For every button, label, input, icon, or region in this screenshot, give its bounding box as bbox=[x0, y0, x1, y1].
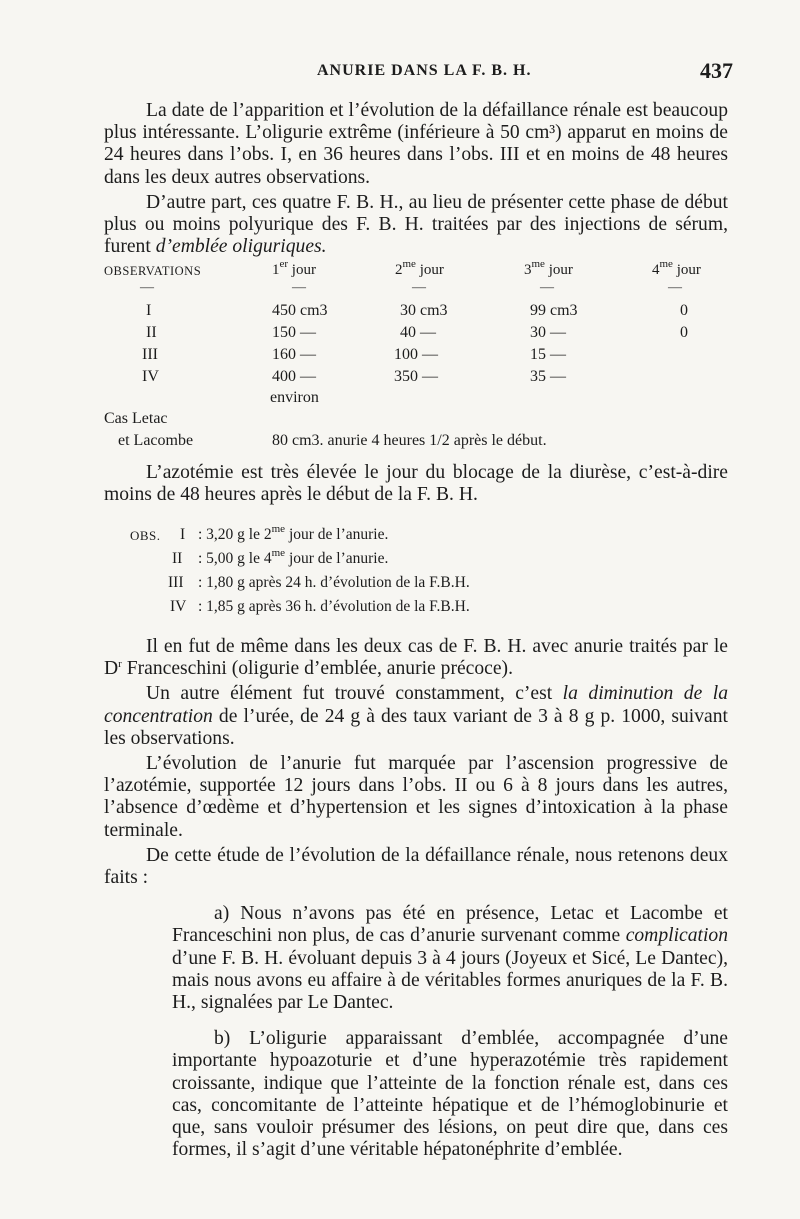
case-label-line2: et Lacombe bbox=[118, 432, 194, 449]
col-header-day3 bbox=[524, 258, 573, 279]
row-day4: 0 bbox=[680, 324, 688, 341]
day4-jour: jour bbox=[676, 262, 701, 278]
day3-jour: jour bbox=[548, 262, 573, 278]
franceschini-before: Il en fut de même dans les deux cas de F. B. H. avec anurie traités par le D bbox=[104, 636, 728, 680]
row-obs: II bbox=[146, 324, 157, 341]
row-day1: 150 — bbox=[272, 324, 316, 341]
paragraph-oliguria-text: D’autre part, ces quatre F. B. H., au lieu de présenter cette phase de début plus ou moins polyurique des F. B. H. traitées par des injections de sérum, furent bbox=[104, 191, 728, 258]
obs-num: IV bbox=[170, 598, 187, 615]
paragraph-franceschini bbox=[104, 636, 728, 680]
obs-num: I bbox=[180, 526, 186, 543]
row-day3: 30 — bbox=[530, 324, 566, 341]
header-dash: — bbox=[540, 280, 554, 295]
paragraph-concentration bbox=[104, 683, 728, 750]
obs-label: OBS. bbox=[130, 528, 161, 543]
day1-jour: jour bbox=[291, 262, 316, 278]
header-dash: — bbox=[668, 280, 682, 295]
day2-num: 2 bbox=[395, 262, 403, 278]
concentration-after: de l’urée, de 24 g à des taux variant de 3 à 8 g p. 1000, suivant les observations. bbox=[104, 705, 728, 749]
running-title: ANURIE DANS LA F. B. H. bbox=[317, 62, 532, 79]
obs-text bbox=[198, 523, 389, 544]
obs-text: : 1,85 g après 36 h. d’évolution de la F.B.H. bbox=[198, 598, 470, 615]
obs-text-sup: me bbox=[271, 547, 286, 559]
row-day1: 160 — bbox=[272, 346, 316, 363]
col-header-observations: OBSERVATIONS bbox=[104, 264, 202, 278]
row-day2: 40 — bbox=[400, 324, 436, 341]
concentration-before: Un autre élément fut trouvé constamment, c’est bbox=[146, 683, 563, 705]
obs-text-main: : 5,00 g le 4 bbox=[198, 550, 272, 567]
obs-num: II bbox=[172, 550, 183, 567]
paragraph-azotemie: L’azotémie est très élevée le jour du blocage de la diurèse, c’est-à-dire moins de 48 heures après le début de la F. B. H. bbox=[104, 462, 728, 506]
row-day2: 350 — bbox=[394, 368, 438, 385]
day1-sup: er bbox=[279, 258, 289, 270]
paragraph-oliguria-italic: d’emblée oliguriques. bbox=[155, 236, 327, 258]
spacer bbox=[104, 889, 728, 903]
row-day1: 450 cm3 bbox=[272, 302, 328, 319]
body-azotemie bbox=[104, 462, 728, 506]
fact-a-after: d’une F. B. H. évoluant depuis 3 à 4 jours (Joyeux et Sicé, Le Dantec), mais nous avons eu affaire à de véritables formes anuriques de la F. B. H., signalées par Le Dantec. bbox=[172, 947, 728, 1014]
obs-text-main: : 3,20 g le 2 bbox=[198, 526, 272, 543]
franceschini-after: Franceschini (oligurie d’emblée, anurie précoce). bbox=[121, 658, 513, 680]
header-dash: — bbox=[140, 280, 154, 295]
obs-text-sup: me bbox=[271, 523, 286, 535]
row-obs: IV bbox=[142, 368, 159, 385]
row-day3: 99 cm3 bbox=[530, 302, 578, 319]
row-day3: 15 — bbox=[530, 346, 566, 363]
day4-num: 4 bbox=[652, 262, 660, 278]
obs-text: : 1,80 g après 24 h. d’évolution de la F.B.H. bbox=[198, 574, 470, 591]
row-day2: 30 cm3 bbox=[400, 302, 448, 319]
diuresis-table bbox=[0, 258, 800, 449]
day3-sup: me bbox=[531, 258, 545, 270]
paragraph-oliguria bbox=[104, 192, 728, 259]
obs-text-rest: jour de l’anurie. bbox=[285, 550, 389, 567]
environ-label: environ bbox=[270, 389, 319, 406]
fact-a-italic: complication bbox=[625, 925, 728, 947]
paragraph-renal-failure: La date de l’apparition et l’évolution de la défaillance rénale est beaucoup plus intéressante. L’oligurie extrême (inférieure à 50 cm³) apparut en moins de 24 heures dans l’obs. I, en 36 heures dans l’obs. III et en moins de 48 heures dans les deux autres observations. bbox=[104, 100, 728, 188]
body-bottom bbox=[104, 636, 728, 1161]
running-header bbox=[0, 58, 800, 92]
col-header-day1 bbox=[272, 258, 316, 279]
paragraph-etude: De cette étude de l’évolution de la défaillance rénale, nous retenons deux faits : bbox=[104, 844, 728, 889]
row-day3: 35 — bbox=[530, 368, 566, 385]
row-day2: 100 — bbox=[394, 346, 438, 363]
header-dash: — bbox=[412, 280, 426, 295]
header-dash: — bbox=[292, 280, 306, 295]
day2-jour: jour bbox=[419, 262, 444, 278]
spacer bbox=[104, 1014, 728, 1028]
row-obs: I bbox=[146, 302, 152, 319]
col-header-day4 bbox=[652, 258, 701, 279]
case-text: 80 cm3. anurie 4 heures 1/2 après le début. bbox=[272, 432, 547, 449]
concentration-italic: la diminution de la concentration bbox=[104, 683, 728, 727]
franceschini-sup: r bbox=[118, 658, 122, 671]
obs-num: III bbox=[168, 574, 184, 591]
page-number: 437 bbox=[700, 58, 733, 83]
day4-sup: me bbox=[659, 258, 673, 270]
col-header-day2 bbox=[395, 258, 444, 279]
day1-num: 1 bbox=[272, 262, 280, 278]
day2-sup: me bbox=[402, 258, 416, 270]
fact-a-before: a) Nous n’avons pas été en présence, Letac et Lacombe et Franceschini non plus, de cas d’anurie survenant comme bbox=[172, 903, 728, 947]
fact-b: b) L’oligurie apparaissant d’emblée, accompagnée d’une importante hypoazoturie et d’une hyperazotémie très rapidement croissante, indique que l’atteinte de la fonction rénale est, dans ces cas, concomitante de l’atteinte hépatique et de l’hémoglobinurie et que, sans vouloir présumer des lésions, on peut dire que, dans ces formes, il s’agit d’une véritable hépatonéphrite d’emblée. bbox=[172, 1028, 728, 1161]
fact-a bbox=[172, 903, 728, 1014]
paragraph-evolution: L’évolution de l’anurie fut marquée par l’ascension progressive de l’azotémie, supportée 12 jours dans l’obs. II ou 6 à 8 jours dans les autres, l’absence d’œdème et d’hypertension et les signes d’intoxication à la phase terminale. bbox=[104, 753, 728, 841]
day3-num: 3 bbox=[524, 262, 532, 278]
case-label-line1: Cas Letac bbox=[104, 410, 168, 427]
row-obs: III bbox=[142, 346, 158, 363]
row-day4: 0 bbox=[680, 302, 688, 319]
row-day1: 400 — bbox=[272, 368, 316, 385]
obs-text-rest: jour de l’anurie. bbox=[285, 526, 389, 543]
body-top bbox=[104, 100, 728, 258]
obs-text bbox=[198, 547, 389, 568]
